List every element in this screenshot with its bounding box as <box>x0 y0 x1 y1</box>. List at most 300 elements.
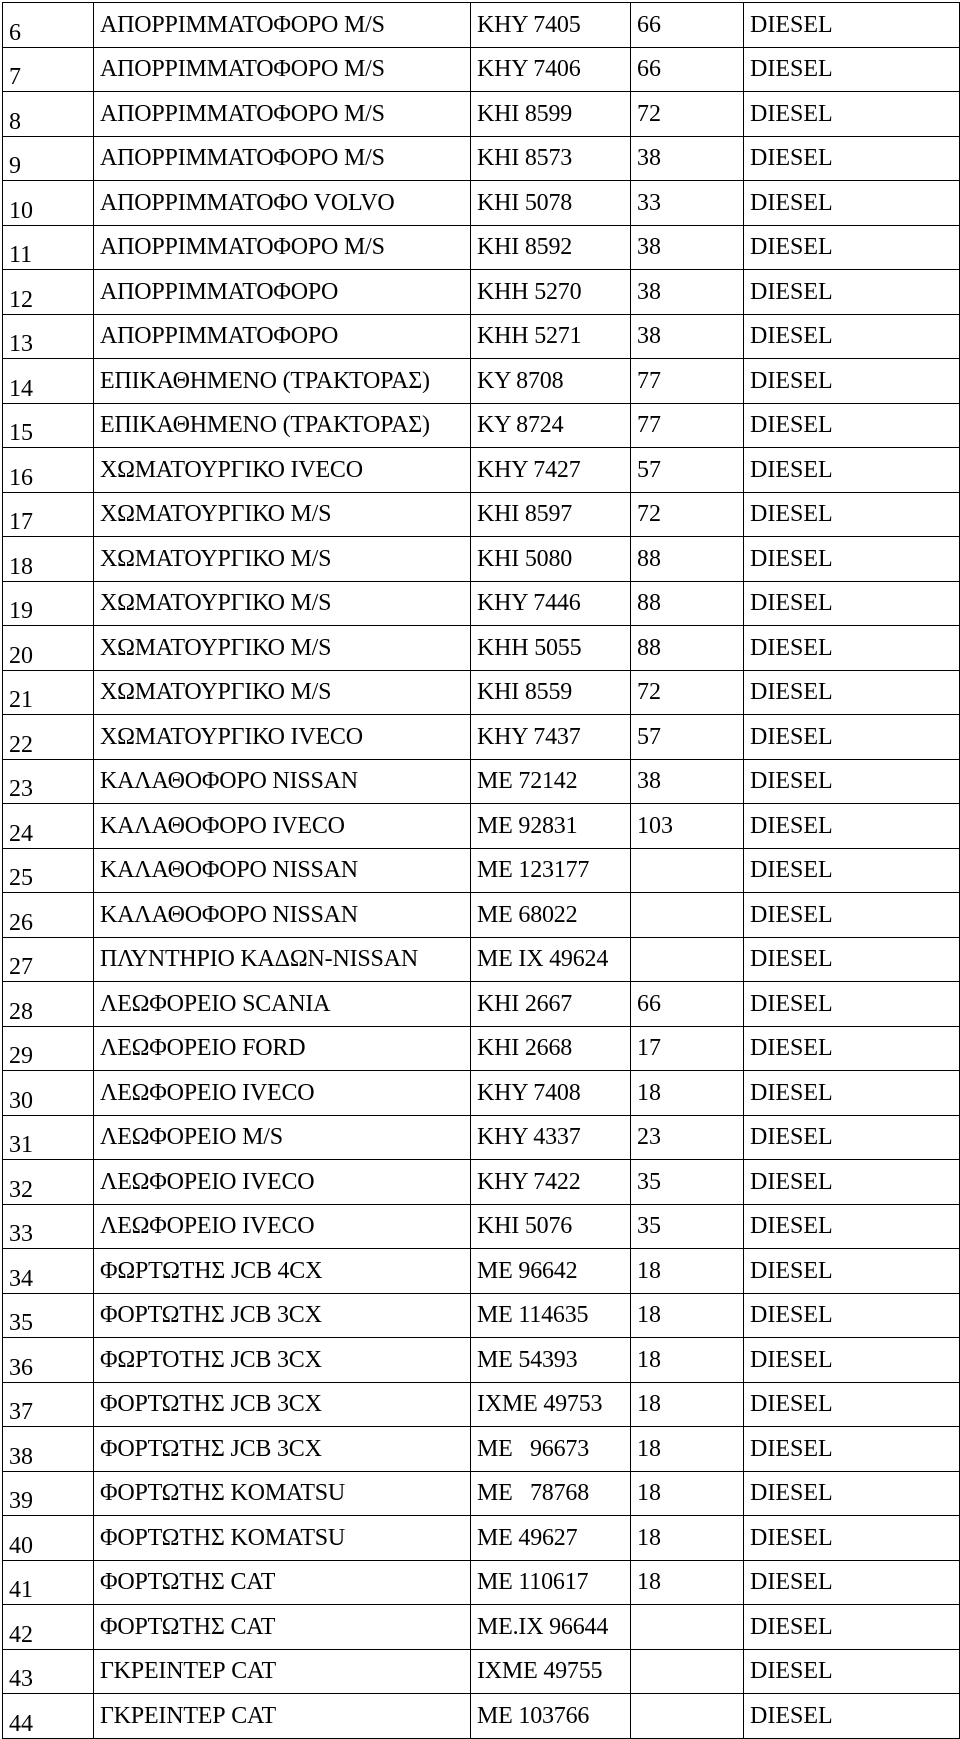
fuel-type-cell <box>744 181 960 226</box>
vehicle-description-text: ΑΠΟΡΡΙΜΜΑΤΟΦΟΡΟ M/S <box>100 145 385 172</box>
vehicle-description-text: ΕΠΙΚΑΘΗΜΕΝΟ (ΤΡΑΚΤΟΡΑΣ) <box>100 367 430 394</box>
fuel-type-text: DIESEL <box>750 1702 833 1729</box>
row-number-cell <box>3 1471 94 1516</box>
row-number-cell <box>3 1249 94 1294</box>
capacity-text: 66 <box>637 11 661 38</box>
license-plate-cell <box>471 1249 631 1294</box>
table-row <box>3 1605 960 1650</box>
capacity-cell <box>631 1338 744 1383</box>
capacity-text: 77 <box>637 412 661 439</box>
license-plate-cell <box>471 893 631 938</box>
table-row <box>3 136 960 181</box>
vehicle-description-cell <box>94 136 471 181</box>
license-plate-cell <box>471 1694 631 1739</box>
capacity-text: 18 <box>637 1524 661 1551</box>
license-plate-cell <box>471 136 631 181</box>
fuel-type-text: DIESEL <box>750 145 833 172</box>
license-plate-text: ΚΗΙ 5078 <box>477 189 573 216</box>
vehicle-description-cell <box>94 403 471 448</box>
fuel-type-cell <box>744 1382 960 1427</box>
table-row <box>3 1649 960 1694</box>
vehicle-description-cell <box>94 1338 471 1383</box>
table-row <box>3 1382 960 1427</box>
fuel-type-cell <box>744 1249 960 1294</box>
license-plate-text: ΜΕ 54393 <box>477 1346 578 1373</box>
license-plate-text: ΜΕ 92831 <box>477 812 578 839</box>
license-plate-cell <box>471 47 631 92</box>
fuel-type-cell <box>744 670 960 715</box>
table-row <box>3 848 960 893</box>
row-number-cell <box>3 1694 94 1739</box>
vehicle-description-cell <box>94 47 471 92</box>
vehicle-description-cell <box>94 1649 471 1694</box>
fuel-type-cell <box>744 804 960 849</box>
fuel-type-text: DIESEL <box>750 1302 833 1329</box>
row-number-cell <box>3 982 94 1027</box>
row-number-cell <box>3 359 94 404</box>
fuel-type-cell <box>744 225 960 270</box>
row-number-cell <box>3 448 94 493</box>
fuel-type-text: DIESEL <box>750 1569 833 1596</box>
license-plate-cell <box>471 1382 631 1427</box>
vehicle-description-text: ΦΟΡΤΩΤΗΣ KOMATSU <box>100 1480 346 1507</box>
capacity-cell <box>631 359 744 404</box>
row-number-cell <box>3 581 94 626</box>
license-plate-text: ΜΕ 96642 <box>477 1257 578 1284</box>
capacity-text: 18 <box>637 1480 661 1507</box>
fuel-type-cell <box>744 937 960 982</box>
license-plate-cell <box>471 181 631 226</box>
fuel-type-cell <box>744 1338 960 1383</box>
fuel-type-text: DIESEL <box>750 100 833 127</box>
vehicle-description-text: ΓΚΡΕΙΝΤΕΡ CAT <box>100 1702 276 1729</box>
fuel-type-text: DIESEL <box>750 768 833 795</box>
license-plate-text: ΜΕ 72142 <box>477 768 578 795</box>
fuel-type-cell <box>744 893 960 938</box>
license-plate-text: ΚΗΙ 8592 <box>477 234 573 261</box>
row-number-text: 13 <box>9 331 33 357</box>
license-plate-text: ΚΥ 8724 <box>477 412 564 439</box>
capacity-cell <box>631 3 744 48</box>
row-number-text: 19 <box>9 598 33 624</box>
table-row <box>3 626 960 671</box>
vehicle-description-cell <box>94 804 471 849</box>
vehicle-description-cell <box>94 181 471 226</box>
table-row <box>3 359 960 404</box>
license-plate-text: ΚΗΙ 5076 <box>477 1213 573 1240</box>
capacity-cell <box>631 270 744 315</box>
capacity-text: 18 <box>637 1569 661 1596</box>
capacity-cell <box>631 1649 744 1694</box>
license-plate-text: ΚΥ 8708 <box>477 367 564 394</box>
license-plate-cell <box>471 804 631 849</box>
row-number-cell <box>3 136 94 181</box>
fuel-type-text: DIESEL <box>750 1524 833 1551</box>
vehicle-description-cell <box>94 1382 471 1427</box>
capacity-cell <box>631 848 744 893</box>
license-plate-cell <box>471 1293 631 1338</box>
row-number-cell <box>3 1160 94 1205</box>
row-number-text: 31 <box>9 1132 33 1158</box>
vehicle-description-cell <box>94 1560 471 1605</box>
fuel-type-cell <box>744 92 960 137</box>
license-plate-cell <box>471 1471 631 1516</box>
table-row <box>3 225 960 270</box>
vehicle-table-body <box>3 3 960 1739</box>
vehicle-description-cell <box>94 1516 471 1561</box>
vehicle-description-cell <box>94 3 471 48</box>
table-row <box>3 92 960 137</box>
row-number-text: 15 <box>9 420 33 446</box>
vehicle-description-cell <box>94 448 471 493</box>
fuel-type-text: DIESEL <box>750 367 833 394</box>
license-plate-cell <box>471 537 631 582</box>
license-plate-cell <box>471 3 631 48</box>
license-plate-text: ΜΕ 49627 <box>477 1524 578 1551</box>
row-number-text: 14 <box>9 375 33 402</box>
row-number-text: 44 <box>9 1710 33 1737</box>
license-plate-cell <box>471 448 631 493</box>
capacity-cell <box>631 136 744 181</box>
row-number-text: 27 <box>9 954 33 980</box>
vehicle-description-text: ΛΕΩΦΟΡΕΙΟ IVECO <box>100 1168 315 1195</box>
fuel-type-text: DIESEL <box>750 1079 833 1106</box>
capacity-cell <box>631 1471 744 1516</box>
row-number-text: 12 <box>9 286 33 313</box>
row-number-text: 10 <box>9 197 33 224</box>
license-plate-text: ΜΕ 68022 <box>477 901 578 928</box>
fuel-type-text: DIESEL <box>750 56 833 83</box>
fuel-type-cell <box>744 1160 960 1205</box>
fuel-type-cell <box>744 581 960 626</box>
capacity-cell <box>631 670 744 715</box>
row-number-cell <box>3 1427 94 1472</box>
capacity-text: 38 <box>637 145 661 172</box>
fuel-type-text: DIESEL <box>750 11 833 38</box>
capacity-text: 72 <box>637 679 661 706</box>
license-plate-cell <box>471 1560 631 1605</box>
capacity-cell <box>631 92 744 137</box>
row-number-cell <box>3 759 94 804</box>
fuel-type-text: DIESEL <box>750 412 833 439</box>
row-number-cell <box>3 537 94 582</box>
row-number-cell <box>3 92 94 137</box>
license-plate-cell <box>471 715 631 760</box>
table-row <box>3 314 960 359</box>
fuel-type-cell <box>744 1649 960 1694</box>
fuel-type-text: DIESEL <box>750 1435 833 1462</box>
row-number-text: 6 <box>9 19 21 46</box>
fuel-type-text: DIESEL <box>750 323 833 350</box>
license-plate-text: ΚΗΗ 5055 <box>477 634 582 661</box>
vehicle-description-cell <box>94 1427 471 1472</box>
fuel-type-text: DIESEL <box>750 456 833 483</box>
vehicle-description-text: ΛΕΩΦΟΡΕΙΟ IVECO <box>100 1079 315 1106</box>
license-plate-cell <box>471 1115 631 1160</box>
vehicle-description-text: ΚΑΛΑΘΟΦΟΡΟ NISSAN <box>100 857 358 884</box>
table-row <box>3 1694 960 1739</box>
license-plate-text: ΜΕ 103766 <box>477 1702 590 1729</box>
license-plate-cell <box>471 626 631 671</box>
table-row <box>3 1071 960 1116</box>
vehicle-description-text: ΛΕΩΦΟΡΕΙΟ SCANIA <box>100 990 331 1017</box>
capacity-cell <box>631 1605 744 1650</box>
vehicle-description-text: ΑΠΟΡΡΙΜΜΑΤΟΦΟΡΟ M/S <box>100 234 385 261</box>
row-number-text: 33 <box>9 1221 33 1247</box>
license-plate-cell <box>471 581 631 626</box>
row-number-cell <box>3 893 94 938</box>
row-number-cell <box>3 3 94 48</box>
vehicle-description-cell <box>94 1249 471 1294</box>
capacity-cell <box>631 804 744 849</box>
vehicle-description-cell <box>94 1471 471 1516</box>
capacity-cell <box>631 1204 744 1249</box>
row-number-cell <box>3 1115 94 1160</box>
fuel-type-text: DIESEL <box>750 1346 833 1373</box>
capacity-cell <box>631 581 744 626</box>
fuel-type-cell <box>744 1516 960 1561</box>
capacity-text: 38 <box>637 234 661 261</box>
fuel-type-cell <box>744 270 960 315</box>
license-plate-cell <box>471 982 631 1027</box>
capacity-text: 17 <box>637 1035 661 1062</box>
license-plate-text: ΚΗΗ 5270 <box>477 278 582 305</box>
row-number-text: 41 <box>9 1577 33 1603</box>
fuel-type-cell <box>744 715 960 760</box>
fuel-type-text: DIESEL <box>750 278 833 305</box>
fuel-type-cell <box>744 136 960 181</box>
vehicle-description-text: ΧΩΜΑΤΟΥΡΓΙΚΟ IVECO <box>100 456 363 483</box>
capacity-text: 18 <box>637 1257 661 1284</box>
vehicle-description-cell <box>94 314 471 359</box>
fuel-type-cell <box>744 3 960 48</box>
capacity-cell <box>631 715 744 760</box>
row-number-text: 20 <box>9 642 33 669</box>
vehicle-description-text: ΛΕΩΦΟΡΕΙΟ M/S <box>100 1124 283 1151</box>
fuel-type-text: DIESEL <box>750 501 833 528</box>
fuel-type-text: DIESEL <box>750 1124 833 1151</box>
fuel-type-cell <box>744 982 960 1027</box>
capacity-text: 38 <box>637 768 661 795</box>
license-plate-text: ΜΕ.ΙΧ 96644 <box>477 1613 609 1640</box>
table-row <box>3 804 960 849</box>
vehicle-description-text: ΧΩΜΑΤΟΥΡΓΙΚΟ M/S <box>100 545 332 572</box>
license-plate-text: ΚΗΙ 2667 <box>477 990 573 1017</box>
license-plate-text: ΚΗΥ 7437 <box>477 723 581 750</box>
fuel-type-text: DIESEL <box>750 1035 833 1062</box>
vehicle-description-cell <box>94 1071 471 1116</box>
license-plate-cell <box>471 1427 631 1472</box>
capacity-cell <box>631 1694 744 1739</box>
capacity-text: 72 <box>637 100 661 127</box>
vehicle-description-cell <box>94 537 471 582</box>
table-row <box>3 1249 960 1294</box>
vehicle-description-cell <box>94 225 471 270</box>
capacity-text: 35 <box>637 1168 661 1195</box>
license-plate-text: ΚΗΗ 5271 <box>477 323 582 350</box>
capacity-cell <box>631 1249 744 1294</box>
license-plate-cell <box>471 1649 631 1694</box>
license-plate-text: ΚΗΥ 7446 <box>477 590 581 617</box>
fuel-type-text: DIESEL <box>750 1658 833 1685</box>
row-number-cell <box>3 848 94 893</box>
row-number-text: 36 <box>9 1354 33 1381</box>
license-plate-cell <box>471 270 631 315</box>
license-plate-cell <box>471 848 631 893</box>
vehicle-description-text: ΛΕΩΦΟΡΕΙΟ FORD <box>100 1035 306 1062</box>
capacity-cell <box>631 1560 744 1605</box>
vehicle-description-text: ΦΟΡΤΩΤΗΣ JCB 3CX <box>100 1391 322 1418</box>
capacity-cell <box>631 759 744 804</box>
license-plate-text: ΜΕ 78768 <box>477 1480 590 1507</box>
capacity-cell <box>631 893 744 938</box>
capacity-cell <box>631 982 744 1027</box>
fuel-type-cell <box>744 1560 960 1605</box>
capacity-cell <box>631 1516 744 1561</box>
license-plate-cell <box>471 937 631 982</box>
vehicle-description-cell <box>94 270 471 315</box>
row-number-cell <box>3 715 94 760</box>
capacity-text: 18 <box>637 1391 661 1418</box>
license-plate-text: ΜΕ 96673 <box>477 1435 590 1462</box>
license-plate-text: ΚΗΙ 8559 <box>477 679 573 706</box>
capacity-text: 77 <box>637 367 661 394</box>
vehicle-description-cell <box>94 937 471 982</box>
capacity-cell <box>631 1427 744 1472</box>
table-row <box>3 1160 960 1205</box>
table-row <box>3 1427 960 1472</box>
fuel-type-text: DIESEL <box>750 857 833 884</box>
license-plate-text: ΚΗΥ 4337 <box>477 1124 581 1151</box>
fuel-type-text: DIESEL <box>750 990 833 1017</box>
row-number-cell <box>3 1026 94 1071</box>
capacity-cell <box>631 448 744 493</box>
license-plate-text: ΙΧΜΕ 49755 <box>477 1658 603 1685</box>
vehicle-description-text: ΦΟΡΤΩΤΗΣ CAT <box>100 1613 276 1640</box>
table-row <box>3 492 960 537</box>
fuel-type-cell <box>744 1204 960 1249</box>
table-row <box>3 1560 960 1605</box>
capacity-text: 72 <box>637 501 661 528</box>
vehicle-description-text: ΧΩΜΑΤΟΥΡΓΙΚΟ M/S <box>100 501 332 528</box>
vehicle-description-text: ΠΛΥΝΤΗΡΙΟ ΚΑΔΩΝ-NISSAN <box>100 946 418 973</box>
row-number-cell <box>3 403 94 448</box>
vehicle-description-text: ΚΑΛΑΘΟΦΟΡΟ IVECO <box>100 812 345 839</box>
capacity-text: 88 <box>637 590 661 617</box>
fuel-type-cell <box>744 1471 960 1516</box>
capacity-cell <box>631 47 744 92</box>
row-number-text: 23 <box>9 776 33 802</box>
row-number-text: 18 <box>9 553 33 580</box>
license-plate-cell <box>471 403 631 448</box>
vehicle-description-text: ΚΑΛΑΘΟΦΟΡΟ NISSAN <box>100 768 358 795</box>
capacity-cell <box>631 181 744 226</box>
license-plate-cell <box>471 314 631 359</box>
fuel-type-cell <box>744 1694 960 1739</box>
vehicle-description-text: ΦΟΡΤΩΤΗΣ JCB 3CX <box>100 1302 322 1329</box>
license-plate-cell <box>471 92 631 137</box>
row-number-cell <box>3 1293 94 1338</box>
license-plate-text: ΚΗΥ 7405 <box>477 11 581 38</box>
vehicle-description-cell <box>94 1694 471 1739</box>
fuel-type-text: DIESEL <box>750 1168 833 1195</box>
capacity-text: 38 <box>637 323 661 350</box>
vehicle-description-text: ΦΩΡΤΩΤΗΣ JCB 4CX <box>100 1257 323 1284</box>
row-number-text: 24 <box>9 820 33 847</box>
row-number-text: 7 <box>9 64 21 90</box>
capacity-text: 18 <box>637 1302 661 1329</box>
row-number-text: 28 <box>9 998 33 1025</box>
fuel-type-cell <box>744 403 960 448</box>
row-number-cell <box>3 314 94 359</box>
vehicle-description-text: ΑΠΟΡΡΙΜΜΑΤΟΦΟ VOLVO <box>100 189 395 216</box>
vehicle-description-text: ΑΠΟΡΡΙΜΜΑΤΟΦΟΡΟ M/S <box>100 11 385 38</box>
row-number-cell <box>3 181 94 226</box>
fuel-type-text: DIESEL <box>750 1257 833 1284</box>
row-number-cell <box>3 670 94 715</box>
table-row <box>3 581 960 626</box>
capacity-cell <box>631 225 744 270</box>
fuel-type-text: DIESEL <box>750 812 833 839</box>
table-row <box>3 270 960 315</box>
table-row <box>3 1026 960 1071</box>
fuel-type-text: DIESEL <box>750 946 833 973</box>
vehicle-description-cell <box>94 982 471 1027</box>
row-number-text: 16 <box>9 464 33 491</box>
fuel-type-text: DIESEL <box>750 679 833 706</box>
table-row <box>3 937 960 982</box>
vehicle-description-cell <box>94 1605 471 1650</box>
row-number-cell <box>3 1516 94 1561</box>
row-number-text: 9 <box>9 153 21 179</box>
vehicle-description-text: ΧΩΜΑΤΟΥΡΓΙΚΟ M/S <box>100 679 332 706</box>
fuel-type-cell <box>744 537 960 582</box>
table-row <box>3 1338 960 1383</box>
row-number-cell <box>3 1071 94 1116</box>
row-number-text: 17 <box>9 509 33 535</box>
vehicle-description-text: ΦΟΡΤΩΤΗΣ JCB 3CX <box>100 1435 322 1462</box>
fuel-type-text: DIESEL <box>750 634 833 661</box>
row-number-text: 35 <box>9 1310 33 1336</box>
row-number-text: 21 <box>9 687 33 713</box>
capacity-text: 57 <box>637 456 661 483</box>
fuel-type-text: DIESEL <box>750 590 833 617</box>
table-row <box>3 1293 960 1338</box>
vehicle-description-text: ΛΕΩΦΟΡΕΙΟ IVECO <box>100 1213 315 1240</box>
license-plate-text: ΚΗΥ 7427 <box>477 456 581 483</box>
vehicle-description-cell <box>94 359 471 404</box>
license-plate-text: ΜΕ ΙΧ 49624 <box>477 946 609 973</box>
vehicle-description-cell <box>94 1115 471 1160</box>
row-number-text: 34 <box>9 1265 33 1292</box>
capacity-text: 18 <box>637 1435 661 1462</box>
license-plate-text: ΚΗΙ 8573 <box>477 145 573 172</box>
vehicle-description-text: ΧΩΜΑΤΟΥΡΓΙΚΟ IVECO <box>100 723 363 750</box>
row-number-text: 42 <box>9 1621 33 1648</box>
license-plate-cell <box>471 1605 631 1650</box>
vehicle-description-cell <box>94 92 471 137</box>
table-row <box>3 670 960 715</box>
row-number-text: 40 <box>9 1532 33 1559</box>
license-plate-cell <box>471 1026 631 1071</box>
row-number-cell <box>3 1204 94 1249</box>
fuel-type-cell <box>744 47 960 92</box>
vehicle-description-cell <box>94 1026 471 1071</box>
capacity-text: 18 <box>637 1079 661 1106</box>
fuel-type-cell <box>744 448 960 493</box>
row-number-cell <box>3 1560 94 1605</box>
vehicle-description-cell <box>94 759 471 804</box>
